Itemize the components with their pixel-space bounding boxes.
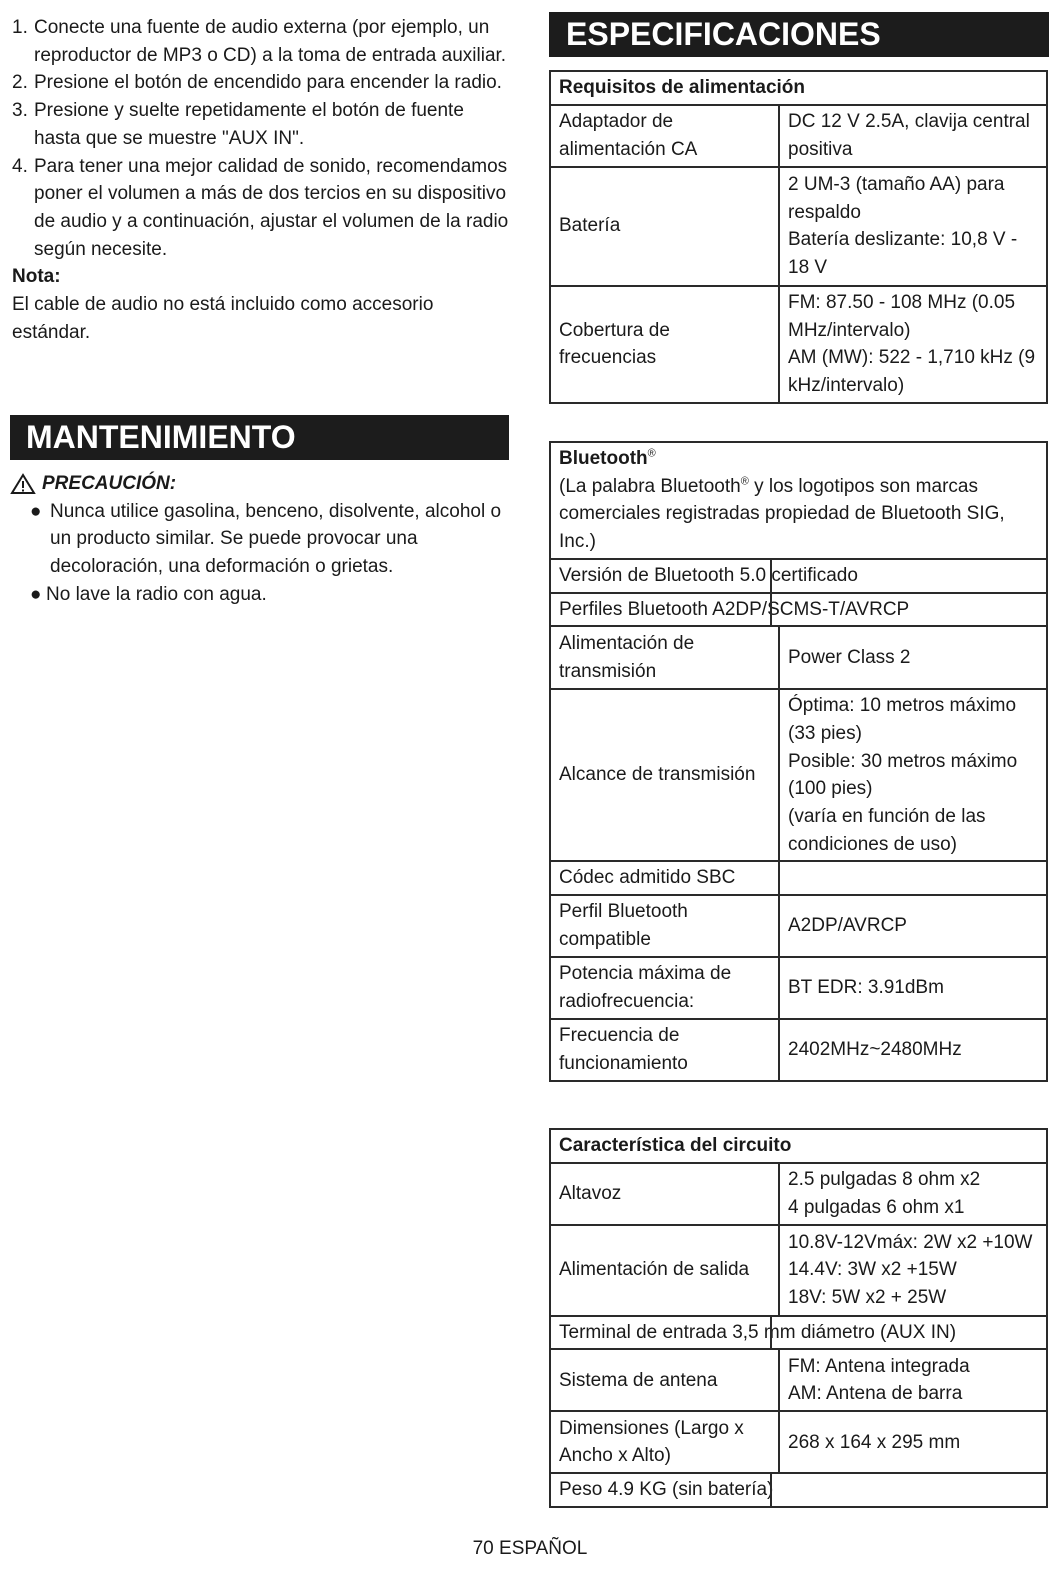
spec-full-row bbox=[550, 1316, 1047, 1350]
column-divider bbox=[770, 594, 772, 626]
spec-label: Alimentación de salida bbox=[550, 1225, 779, 1316]
table-row bbox=[550, 442, 1047, 559]
table-row bbox=[550, 105, 1047, 167]
table-row bbox=[550, 593, 1047, 627]
table-row bbox=[550, 957, 1047, 1019]
spec-value-empty bbox=[779, 861, 1047, 895]
column-divider bbox=[770, 1317, 772, 1349]
bullet-item bbox=[10, 581, 510, 609]
step-item bbox=[12, 97, 512, 152]
step-item bbox=[12, 69, 512, 97]
table-row bbox=[550, 895, 1047, 956]
spec-value: 2402MHz~2480MHz bbox=[779, 1019, 1047, 1081]
bluetooth-note-pre: (La palabra Bluetooth bbox=[559, 475, 741, 497]
spec-value: Óptima: 10 metros máximo (33 pies) Posible: 30 metros máximo (100 pies) (varía en función de las condiciones de uso) bbox=[779, 689, 1047, 861]
spec-value: FM: Antena integrada AM: Antena de barra bbox=[779, 1349, 1047, 1411]
spec-label: Alimentación de transmisión bbox=[550, 626, 779, 689]
column-divider bbox=[770, 1474, 772, 1506]
bluetooth-table bbox=[549, 441, 1048, 1082]
bluetooth-note-post: y los logotipos son marcas comerciales registradas propiedad de Bluetooth SIG, Inc.) bbox=[559, 475, 1005, 553]
spec-label: Dimensiones (Largo x Ancho x Alto) bbox=[550, 1411, 779, 1473]
table-row bbox=[550, 861, 1047, 895]
spec-text: Terminal de entrada 3,5 mm diámetro (AUX IN) bbox=[559, 1321, 957, 1343]
note-label: Nota: bbox=[12, 266, 61, 288]
circuit-table bbox=[549, 1128, 1048, 1508]
spec-value: 2.5 pulgadas 8 ohm x2 4 pulgadas 6 ohm x1 bbox=[779, 1163, 1047, 1225]
spec-value: Power Class 2 bbox=[779, 626, 1047, 689]
table-row bbox=[550, 1019, 1047, 1081]
spec-text: Peso 4.9 KG (sin batería) bbox=[559, 1479, 774, 1501]
step-number: 1. bbox=[12, 17, 28, 38]
spec-value: DC 12 V 2.5A, clavija central positiva bbox=[779, 105, 1047, 167]
registered-mark: ® bbox=[647, 447, 656, 460]
table-row bbox=[550, 167, 1047, 286]
spec-value: A2DP/AVRCP bbox=[779, 895, 1047, 956]
table-row bbox=[550, 689, 1047, 861]
bullet-dot-icon: ● bbox=[30, 583, 42, 605]
spec-label: Sistema de antena bbox=[550, 1349, 779, 1411]
bullet-text: Nunca utilice gasolina, benceno, disolvente, alcohol o un producto similar. Se puede provocar una decoloración, una deformación o grietas. bbox=[50, 500, 502, 578]
spec-text: Versión de Bluetooth 5.0 certificado bbox=[559, 564, 858, 586]
specifications-heading: ESPECIFICACIONES bbox=[549, 12, 1049, 57]
table-row bbox=[550, 1316, 1047, 1350]
spec-text: Perfiles Bluetooth A2DP/SCMS-T/AVRCP bbox=[559, 598, 910, 620]
column-divider bbox=[770, 560, 772, 592]
step-item bbox=[12, 153, 512, 264]
spec-full-row bbox=[550, 559, 1047, 593]
table-row bbox=[550, 1163, 1047, 1225]
caution-label: PRECAUCIÓN: bbox=[42, 473, 177, 494]
table-row bbox=[550, 559, 1047, 593]
bullet-text: No lave la radio con agua. bbox=[46, 583, 267, 605]
bullet-item bbox=[10, 498, 510, 581]
step-text: Para tener una mejor calidad de sonido, recomendamos poner el volumen a más de dos tercios en su dispositivo de audio y a continuación, ajustar el volumen de la radio según necesite. bbox=[34, 155, 509, 260]
step-item bbox=[12, 14, 512, 69]
spec-full-row bbox=[550, 593, 1047, 627]
step-number: 4. bbox=[12, 155, 28, 177]
caution-title bbox=[10, 470, 510, 498]
table-row bbox=[550, 1473, 1047, 1507]
spec-label: Adaptador de alimentación CA bbox=[550, 105, 779, 167]
spec-label: Alcance de transmisión bbox=[550, 689, 779, 861]
page-footer: 70 ESPAÑOL bbox=[472, 1538, 588, 1559]
step-text: Conecte una fuente de audio externa (por ejemplo, un reproductor de MP3 o CD) a la toma de entrada auxiliar. bbox=[34, 17, 507, 66]
spec-label: Cobertura de frecuencias bbox=[550, 286, 779, 403]
spec-value: FM: 87.50 - 108 MHz (0.05 MHz/intervalo) AM (MW): 522 - 1,710 kHz (9 kHz/intervalo) bbox=[779, 286, 1047, 403]
warning-triangle-icon bbox=[10, 473, 36, 495]
spec-label: Frecuencia de funcionamiento bbox=[550, 1019, 779, 1081]
spec-label: Códec admitido SBC bbox=[550, 861, 779, 895]
table-row bbox=[550, 1225, 1047, 1316]
table-row bbox=[550, 626, 1047, 689]
left-column bbox=[12, 14, 512, 346]
spec-label: Perfil Bluetooth compatible bbox=[550, 895, 779, 956]
caution-section bbox=[10, 470, 510, 609]
spec-label: Altavoz bbox=[550, 1163, 779, 1225]
spec-full-row bbox=[550, 1473, 1047, 1507]
bluetooth-title: Bluetooth bbox=[559, 448, 648, 469]
spec-value: 2 UM-3 (tamaño AA) para respaldo Batería deslizante: 10,8 V - 18 V bbox=[779, 167, 1047, 286]
table-row bbox=[550, 1349, 1047, 1411]
table-header: Característica del circuito bbox=[550, 1129, 1047, 1163]
table-header: Requisitos de alimentación bbox=[550, 71, 1047, 105]
caution-bullets bbox=[10, 498, 510, 609]
spec-value: 268 x 164 x 295 mm bbox=[779, 1411, 1047, 1473]
step-text: Presione el botón de encendido para encender la radio. bbox=[34, 72, 502, 94]
bluetooth-header-cell bbox=[550, 442, 1047, 559]
table-row bbox=[550, 1411, 1047, 1473]
step-text: Presione y suelte repetidamente el botón de fuente hasta que se muestre "AUX IN". bbox=[34, 100, 464, 149]
note-text: El cable de audio no está incluido como accesorio estándar. bbox=[12, 294, 434, 343]
spec-value: 10.8V-12Vmáx: 2W x2 +10W 14.4V: 3W x2 +15W 18V: 5W x2 + 25W bbox=[779, 1225, 1047, 1316]
spec-value: BT EDR: 3.91dBm bbox=[779, 957, 1047, 1019]
power-requirements-table bbox=[549, 70, 1048, 404]
registered-mark: ® bbox=[740, 475, 749, 488]
aux-steps-list bbox=[12, 14, 512, 263]
maintenance-heading: MANTENIMIENTO bbox=[10, 415, 509, 460]
spec-label: Batería bbox=[550, 167, 779, 286]
step-number: 2. bbox=[12, 72, 28, 94]
spec-label: Potencia máxima de radiofrecuencia: bbox=[550, 957, 779, 1019]
table-row bbox=[550, 286, 1047, 403]
bullet-dot-icon: ● bbox=[30, 500, 42, 522]
step-number: 3. bbox=[12, 100, 28, 122]
